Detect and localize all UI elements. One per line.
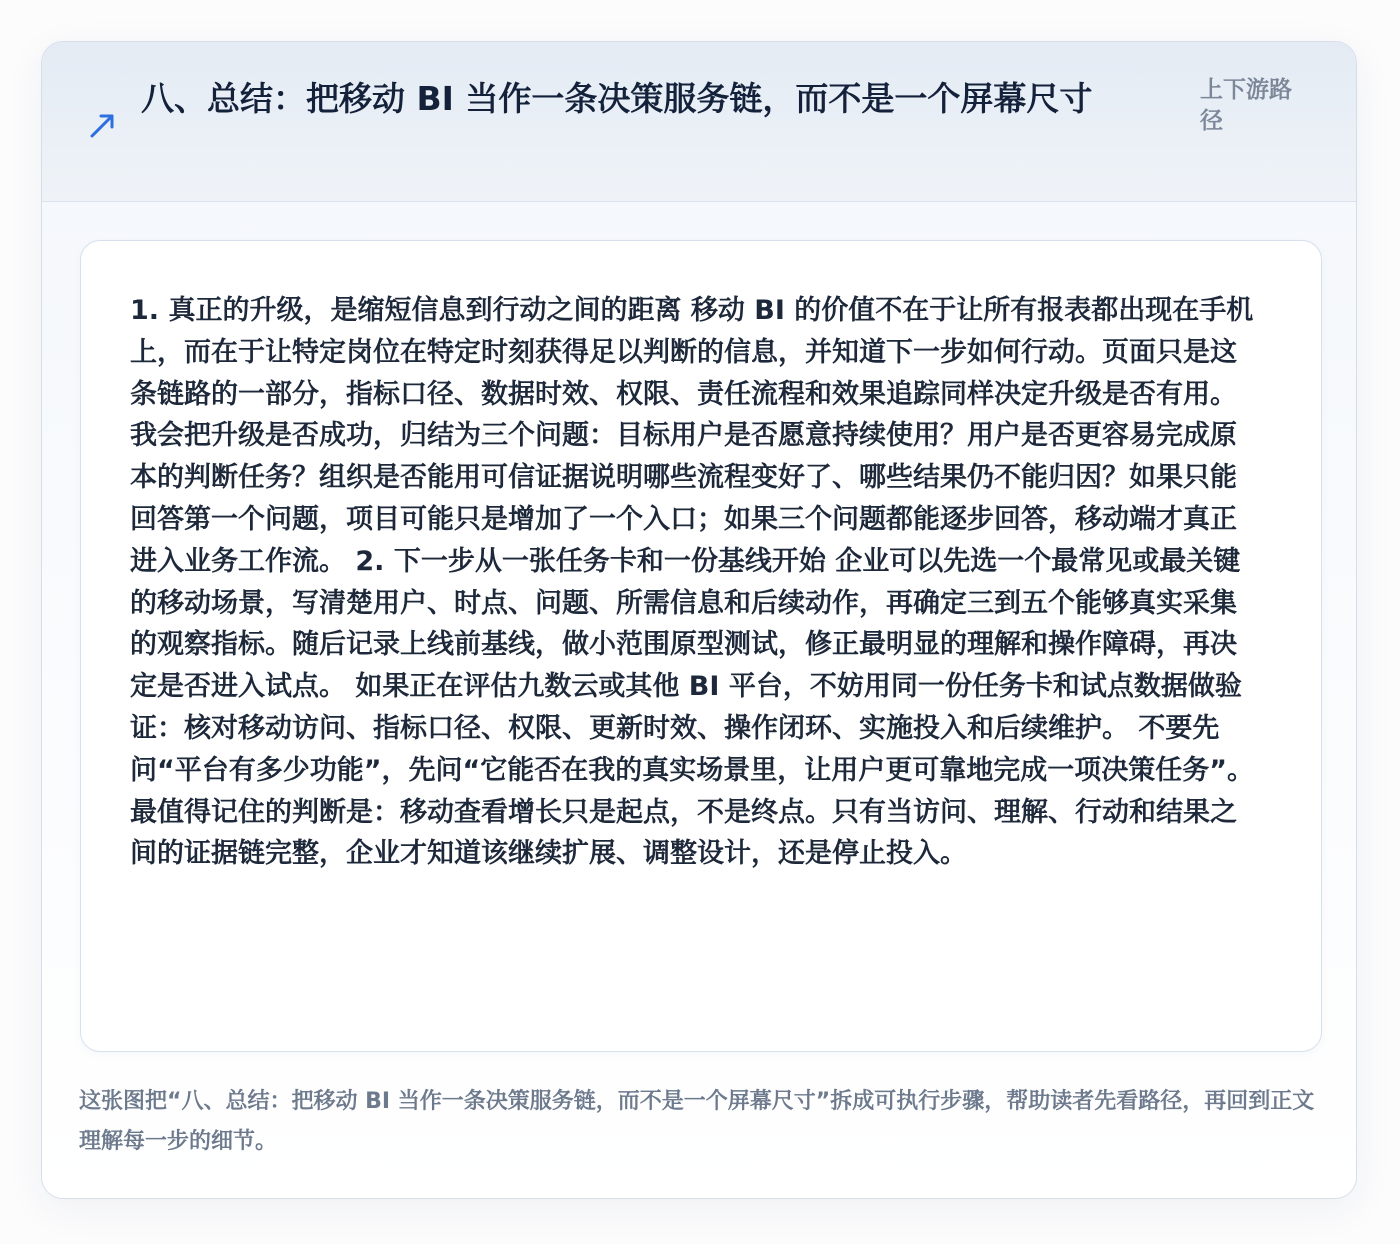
section-title: 八、总结：把移动 BI 当作一条决策服务链，而不是一个屏幕尺寸 (141, 79, 1093, 118)
flow-tag: 上下游路径 (1200, 77, 1292, 134)
text-panel (80, 240, 1322, 1052)
card-body (42, 202, 1356, 1198)
summary-body-text: 1. 真正的升级，是缩短信息到行动之间的距离 移动 BI 的价值不在于让所有报表都出现在手机上，而在于让特定岗位在特定时刻获得足以判断的信息，并知道下一步如何行动。页面只是这条链路的一部分，指标口径、数据时效、权限、责任流程和效果追踪同样决定升级是否有用。 我会把升级是否成功，归结为三个问题：目标用户是否愿意持续使用？用户是否更容易完成原本的判断任务？组织是否能用可信证据说明哪些流程变好了、哪些结果仍不能归因？如果只能回答第一个问题，项目可能只是增加了一个入口；如果三个问题都能逐步回答，移动端才真正进入业务工作流。 2. 下一步从一张任务卡和一份基线开始 企业可以先选一个最常见或最关键的移动场景，写清楚用户、时点、问题、所需信息和后续动作，再确定三到五个能够真实采集的观察指标。随后记录上线前基线，做小范围原型测试，修正最明显的理解和操作障碍，再决定是否进入试点。 如果正在评估九数云或其他 BI 平台，不妨用同一份任务卡和试点数据做验证：核对移动访问、指标口径、权限、更新时效、操作闭环、实施投入和后续维护。 不要先问“平台有多少功能”，先问“它能否在我的真实场景里，让用户更可靠地完成一项决策任务”。 最值得记住的判断是：移动查看增长只是起点，不是终点。只有当访问、理解、行动和结果之间的证据链完整，企业才知道该继续扩展、调整设计，还是停止投入。 (130, 295, 1254, 870)
card-header (42, 42, 1356, 202)
summary-card (41, 41, 1357, 1199)
arrow-up-right-icon (88, 110, 118, 140)
figure-caption: 这张图把“八、总结：把移动 BI 当作一条决策服务链，而不是一个屏幕尺寸”拆成可执行步骤，帮助读者先看路径，再回到正文理解每一步的细节。 (79, 1089, 1315, 1154)
